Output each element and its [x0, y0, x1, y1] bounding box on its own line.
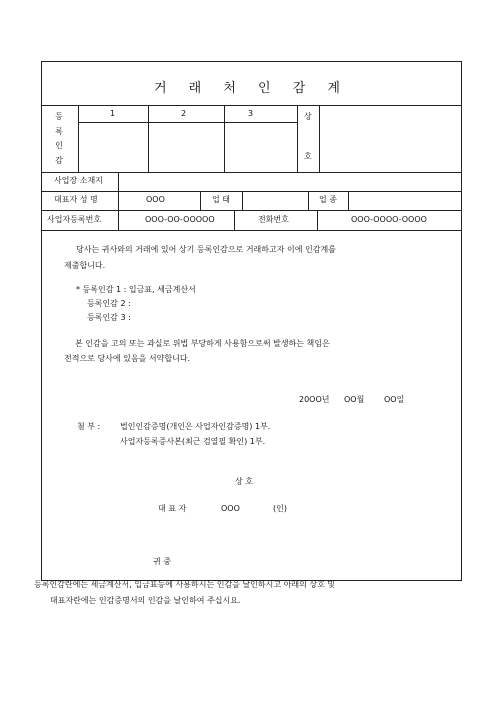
business-type-label: 업 태 [212, 195, 230, 204]
divider [224, 105, 225, 172]
reg-no-value: OOO-OO-OOOOO [145, 215, 215, 224]
divider [234, 210, 235, 230]
seal-item-1: * 등록인감 1 : 입금표, 세금계산서 [76, 285, 196, 294]
phone-value: OOO-OOOO-OOOO [351, 215, 427, 224]
seal-column-1: 1 [110, 109, 116, 118]
divider [319, 105, 320, 172]
phone-label: 전화번호 [258, 215, 289, 224]
paragraph-1-line-2: 제출합니다. [64, 261, 106, 270]
company-label-top: 상 [304, 112, 312, 121]
recipient: 귀 중 [153, 557, 171, 566]
divider [78, 122, 297, 123]
footer-note-line-1: 등록인감란에는 세금계산서, 입금표등에 사용하시는 인감을 날인하시고 아래의 상호 및 [34, 580, 336, 589]
form-frame [41, 61, 462, 581]
divider [118, 172, 119, 230]
divider [308, 191, 309, 210]
divider [42, 230, 461, 231]
date-year: 20OO년 [299, 395, 330, 404]
reg-no-label: 사업자등록번호 [47, 215, 102, 224]
address-label: 사업장 소재지 [54, 176, 103, 185]
paragraph-1-line-1: 당사는 귀사와의 거래에 있어 상기 등록인감으로 거래하고자 이에 인감계를 [76, 245, 336, 254]
divider [348, 191, 349, 210]
seal-mark: (인) [273, 504, 287, 513]
divider [78, 105, 79, 172]
business-item-label: 업 종 [319, 195, 337, 204]
seal-item-2: 등록인감 2 : [87, 299, 131, 308]
divider [297, 105, 298, 172]
company-sign-label: 상 호 [235, 477, 253, 486]
divider [42, 105, 461, 106]
divider [42, 191, 461, 192]
date-day: OO일 [384, 395, 405, 404]
divider [42, 210, 461, 211]
divider [200, 191, 201, 210]
rep-sign-label: 대 표 자 [158, 504, 187, 513]
form-title: 거 래 처 인 감 계 [153, 81, 349, 96]
divider [42, 172, 461, 173]
attachment-line-2: 사업자등록증사본(최근 검열필 확인) 1부. [120, 437, 266, 446]
seal-column-3: 3 [248, 109, 254, 118]
date-month: OO월 [344, 395, 365, 404]
attachment-label: 첨 부 : [77, 422, 101, 431]
paragraph-2-line-2: 전적으로 당사에 있음을 서약합니다. [64, 354, 191, 363]
rep-label: 대표자 성 명 [54, 195, 98, 204]
rep-sign-value: OOO [221, 504, 240, 513]
divider [242, 191, 243, 210]
company-label-bottom: 호 [304, 152, 312, 161]
seal-column-2: 2 [181, 109, 187, 118]
seal-label: 등 록 인 감 [55, 112, 63, 165]
paragraph-2-line-1: 본 인감을 고의 또는 과실로 위법 부당하게 사용함으로써 발생하는 책임은 [75, 339, 330, 348]
divider [148, 105, 149, 172]
rep-value: OOO [146, 195, 165, 204]
footer-note-line-2: 대표자란에는 인감증명서의 인감을 날인하여 주십시요. [50, 596, 241, 605]
seal-item-3: 등록인감 3 : [87, 313, 131, 322]
attachment-line-1: 법인인감증명(개인은 사업자인감증명) 1부. [120, 422, 271, 431]
divider [317, 210, 318, 230]
